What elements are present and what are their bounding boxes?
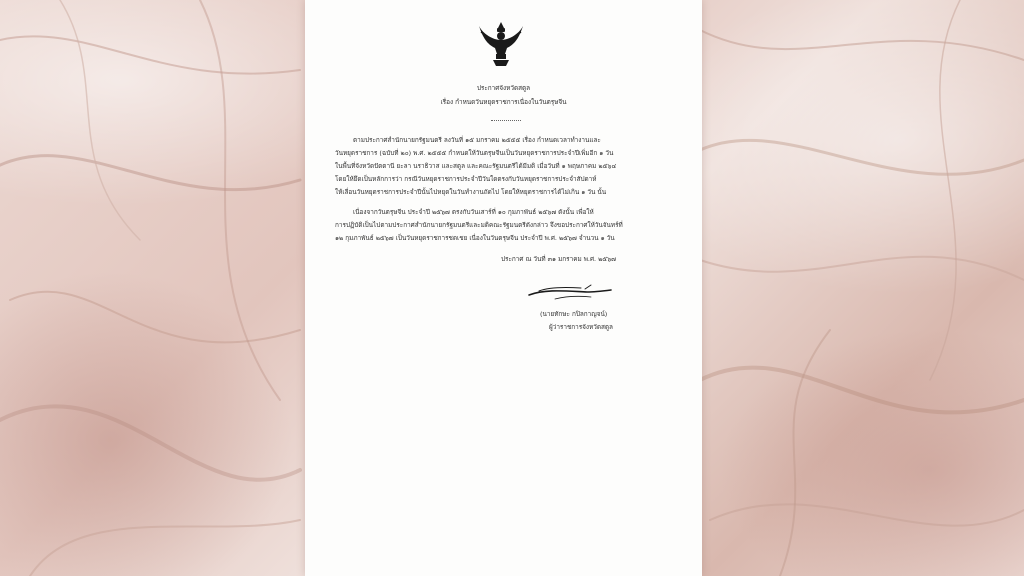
paragraph-line: วันหยุดราชการ (ฉบับที่ ๒๐) พ.ศ. ๒๕๕๕ กำหนดให้วันตรุษจีนเป็นวันหยุดราชการประจำปีเพิ่มอีก ๑ วัน [335,149,614,157]
paragraph-line: ในพื้นที่จังหวัดปัตตานี ยะลา นราธิวาส และสตูล และคณะรัฐมนตรีได้มีมติ เมื่อวันที่ ๑ พฤษภาคม ๒๕๖๔ [335,162,617,170]
signer-name: (นายทักษะ กปิลกาญจน์) [540,310,608,318]
announcement-header: ประกาศจังหวัดสตูล [476,84,531,92]
paragraph-line: ให้เลื่อนวันหยุดราชการประจำปีนั้นไปหยุดในวันทำงานถัดไป โดยให้หยุดราชการได้ไม่เกิน ๑ วัน นั้น [335,188,607,196]
divider [491,120,521,121]
paragraph-line: ๑๒ กุมภาพันธ์ ๒๕๖๗ เป็นวันหยุดราชการชดเชย เนื่องในวันตรุษจีน ประจำปี พ.ศ. ๒๕๖๗ จำนวน ๑ วัน [335,234,615,242]
signature-image [525,283,615,305]
announcement-document [305,0,702,576]
signer-title: ผู้ว่าราชการจังหวัดสตูล [549,323,613,331]
paragraph-line: โดยให้ยึดเป็นหลักการว่า กรณีวันหยุดราชการประจำปีวันใดตรงกับวันหยุดราชการประจำสัปดาห์ [335,175,597,183]
paragraph-line: การปฏิบัติเป็นไปตามประกาศสำนักนายกรัฐมนตรีและมติคณะรัฐมนตรีดังกล่าว จึงขอประกาศให้วันจันทร์ที่ [335,221,623,229]
paragraph-line: ตามประกาศสำนักนายกรัฐมนตรี ลงวันที่ ๑๕ มกราคม ๒๕๕๕ เรื่อง กำหนดเวลาทำงานและ [353,136,601,144]
announcement-date: ประกาศ ณ วันที่ ๓๑ มกราคม พ.ศ. ๒๕๖๗ [501,255,616,263]
garuda-emblem-icon [477,20,525,68]
announcement-subject: เรื่อง กำหนดวันหยุดราชการเนื่องในวันตรุษจีน [440,98,567,106]
paragraph-line: เนื่องจากวันตรุษจีน ประจำปี ๒๕๖๗ ตรงกับวันเสาร์ที่ ๑๐ กุมภาพันธ์ ๒๕๖๗ ดังนั้น เพื่อให้ [353,208,594,216]
